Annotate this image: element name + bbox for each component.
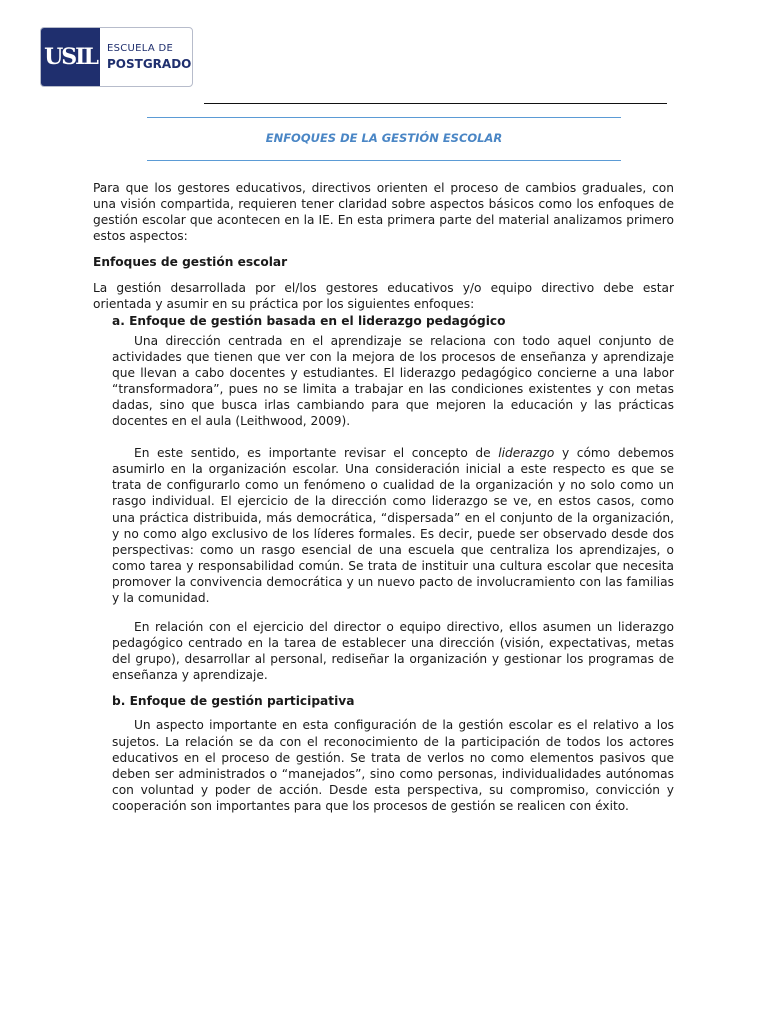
header-divider — [204, 103, 667, 104]
section-intro-paragraph: La gestión desarrollada por el/los gestores educativos y/o equipo directivo debe estar orientada y asumir en su práctica por los siguientes enfoques: — [93, 281, 674, 312]
page-title: ENFOQUES DE LA GESTIÓN ESCOLAR — [265, 131, 503, 145]
subsection-a-heading: a. Enfoque de gestión basada en el liderazgo pedagógico — [112, 313, 506, 328]
subsection-a-paragraph-1: Una dirección centrada en el aprendizaje se relaciona con todo aquel conjunto de actividades que tienen que ver con la mejora de los procesos de enseñanza y aprendizaje que llevan a cabo docentes y estudiantes. El liderazgo pedagógico concierne a una labor “transformadora”, pues no se limita a trabajar en las condiciones existentes y con metas dadas, sino que busca irlas cambiando para que mejoren la educación y las prácticas docentes en el aula (Leithwood, 2009). — [112, 333, 674, 429]
subsection-a-paragraph-2 — [112, 445, 674, 606]
paragraph-text: y cómo debemos asumirlo en la organización escolar. Una consideración inicial a este respecto es que se trata de configurarlo como un fenómeno o cualidad de la organización y no solo como un rasgo individual. El ejercicio de la dirección como liderazgo se ve, en estos casos, como una práctica distribuida, más democrática, “dispersada” en el conjunto de la organización, y no como algo exclusivo de los líderes formales. Es decir, puede ser observado desde dos perspectivas: como un rasgo esencial de una escuela que centraliza los aprendizajes, o como tarea y responsabilidad común. Se trata de instituir una cultura escolar que necesita promover la convivencia democrática y un nuevo pacto de involucramiento con las familias y la comunidad. — [112, 446, 675, 605]
section-heading: Enfoques de gestión escolar — [93, 255, 288, 270]
paragraph-text: En este sentido, es importante revisar el concepto de — [134, 446, 499, 461]
subsection-a-paragraph-3: En relación con el ejercicio del director o equipo directivo, ellos asumen un liderazgo pedagógico centrado en la tarea de establecer una dirección (visión, expectativas, metas del grupo), desarrollar al personal, rediseñar la organización y gestionar los programas de enseñanza y aprendizaje. — [112, 620, 674, 683]
emphasized-term: liderazgo — [498, 446, 555, 461]
logo-mark: USIL — [41, 28, 100, 86]
intro-paragraph: Para que los gestores educativos, directivos orienten el proceso de cambios graduales, con una visión compartida, requieren tener claridad sobre aspectos básicos como los enfoques de gestión escolar que acontecen en la IE. En esta primera parte del material analizamos primero estos aspectos: — [93, 181, 674, 244]
subsection-b-heading: b. Enfoque de gestión participativa — [112, 694, 355, 709]
logo-line-2: POSTGRADO — [107, 57, 192, 71]
title-rule-top — [147, 117, 621, 118]
title-rule-bottom — [147, 160, 621, 161]
subsection-b-paragraph-1: Un aspecto importante en esta configuración de la gestión escolar es el relativo a los sujetos. La relación se da con el reconocimiento de la participación de todos los actores educativos en el proceso de gestión. Se trata de verlos no como elementos pasivos que deben ser administrados o “manejados”, sino como personas, individualidades autónomas con voluntad y poder de acción. Desde esta perspectiva, su compromiso, convicción y cooperación son importantes para que los procesos de gestión se realicen con éxito. — [112, 718, 674, 813]
logo-line-1: ESCUELA DE — [107, 43, 174, 54]
document-body — [93, 180, 674, 814]
institution-logo — [40, 27, 193, 87]
